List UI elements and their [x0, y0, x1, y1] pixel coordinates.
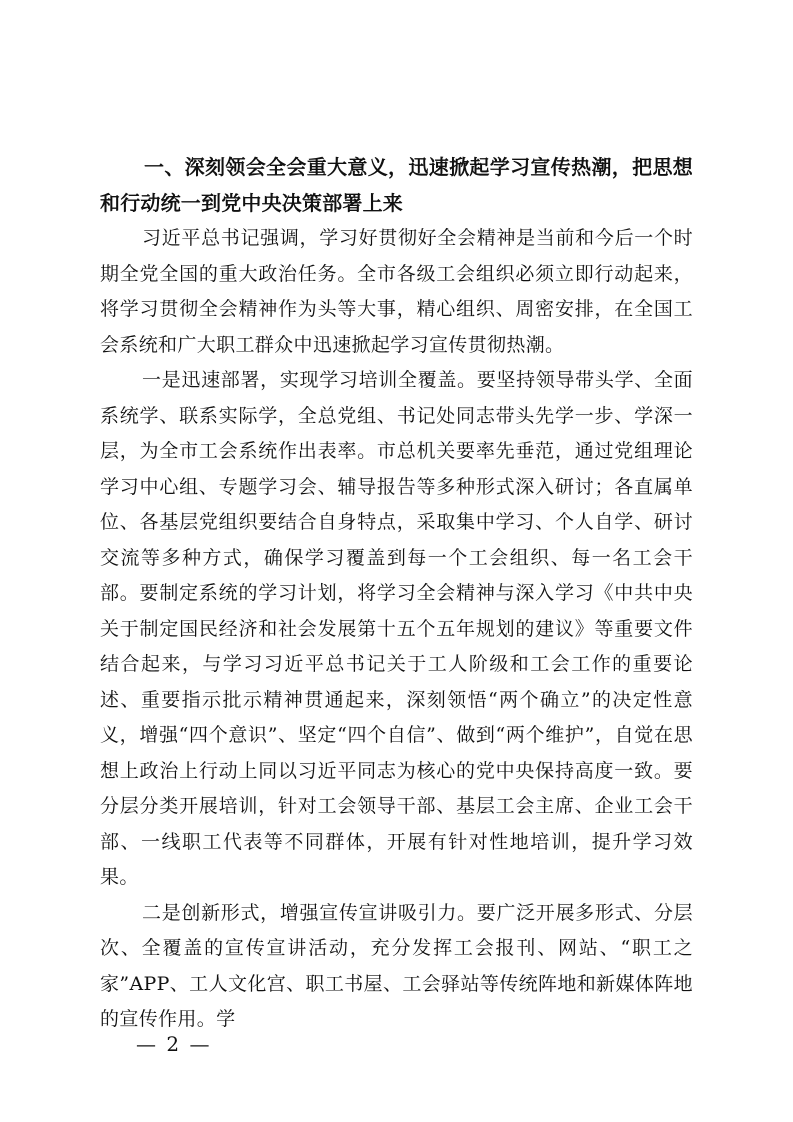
document-body: [100, 149, 693, 1038]
page-number: — 2 —: [136, 1032, 212, 1056]
paragraph-point-two: 二是创新形式，增强宣传宣讲吸引力。要广泛开展多形式、分层次、全覆盖的宣传宣讲活动，充分发挥工会报刊、网站、“职工之家”APP、工人文化宫、职工书屋、工会驿站等传统阵地和新媒体阵地的宣传作用。学: [100, 901, 693, 1030]
section-heading: 一、深刻领会全会重大意义，迅速掀起学习宣传热潮，把思想和行动统一到党中央决策部署上来: [100, 155, 693, 215]
paragraph-intro: 习近平总书记强调，学习好贯彻好全会精神是当前和今后一个时期全党全国的重大政治任务。全市各级工会组织必须立即行动起来，将学习贯彻全会精神作为头等大事，精心组织、周密安排，在全国工会系统和广大职工群众中迅速掀起学习宣传贯彻热潮。: [100, 227, 693, 356]
paragraph-point-one: 一是迅速部署，实现学习培训全覆盖。要坚持领导带头学、全面系统学、联系实际学，全总党组、书记处同志带头先学一步、学深一层，为全市工会系统作出表率。市总机关要率先垂范，通过党组理论学习中心组、专题学习会、辅导报告等多种形式深入研讨；各直属单位、各基层党组织要结合自身特点，采取集中学习、个人自学、研讨交流等多种方式，确保学习覆盖到每一个工会组织、每一名工会干部。要制定系统的学习计划，将学习全会精神与深入学习《中共中央关于制定国民经济和社会发展第十五个五年规划的建议》等重要文件结合起来，与学习习近平总书记关于工人阶级和工会工作的重要论述、重要指示批示精神贯通起来，深刻领悟“两个确立”的决定性意义，增强“四个意识”、坚定“四个自信”、做到“两个维护”，自觉在思想上政治上行动上同以习近平同志为核心的党中央保持高度一致。要分层分类开展培训，针对工会领导干部、基层工会主席、企业工会干部、一线职工代表等不同群体，开展有针对性地培训，提升学习效果。: [100, 369, 693, 888]
